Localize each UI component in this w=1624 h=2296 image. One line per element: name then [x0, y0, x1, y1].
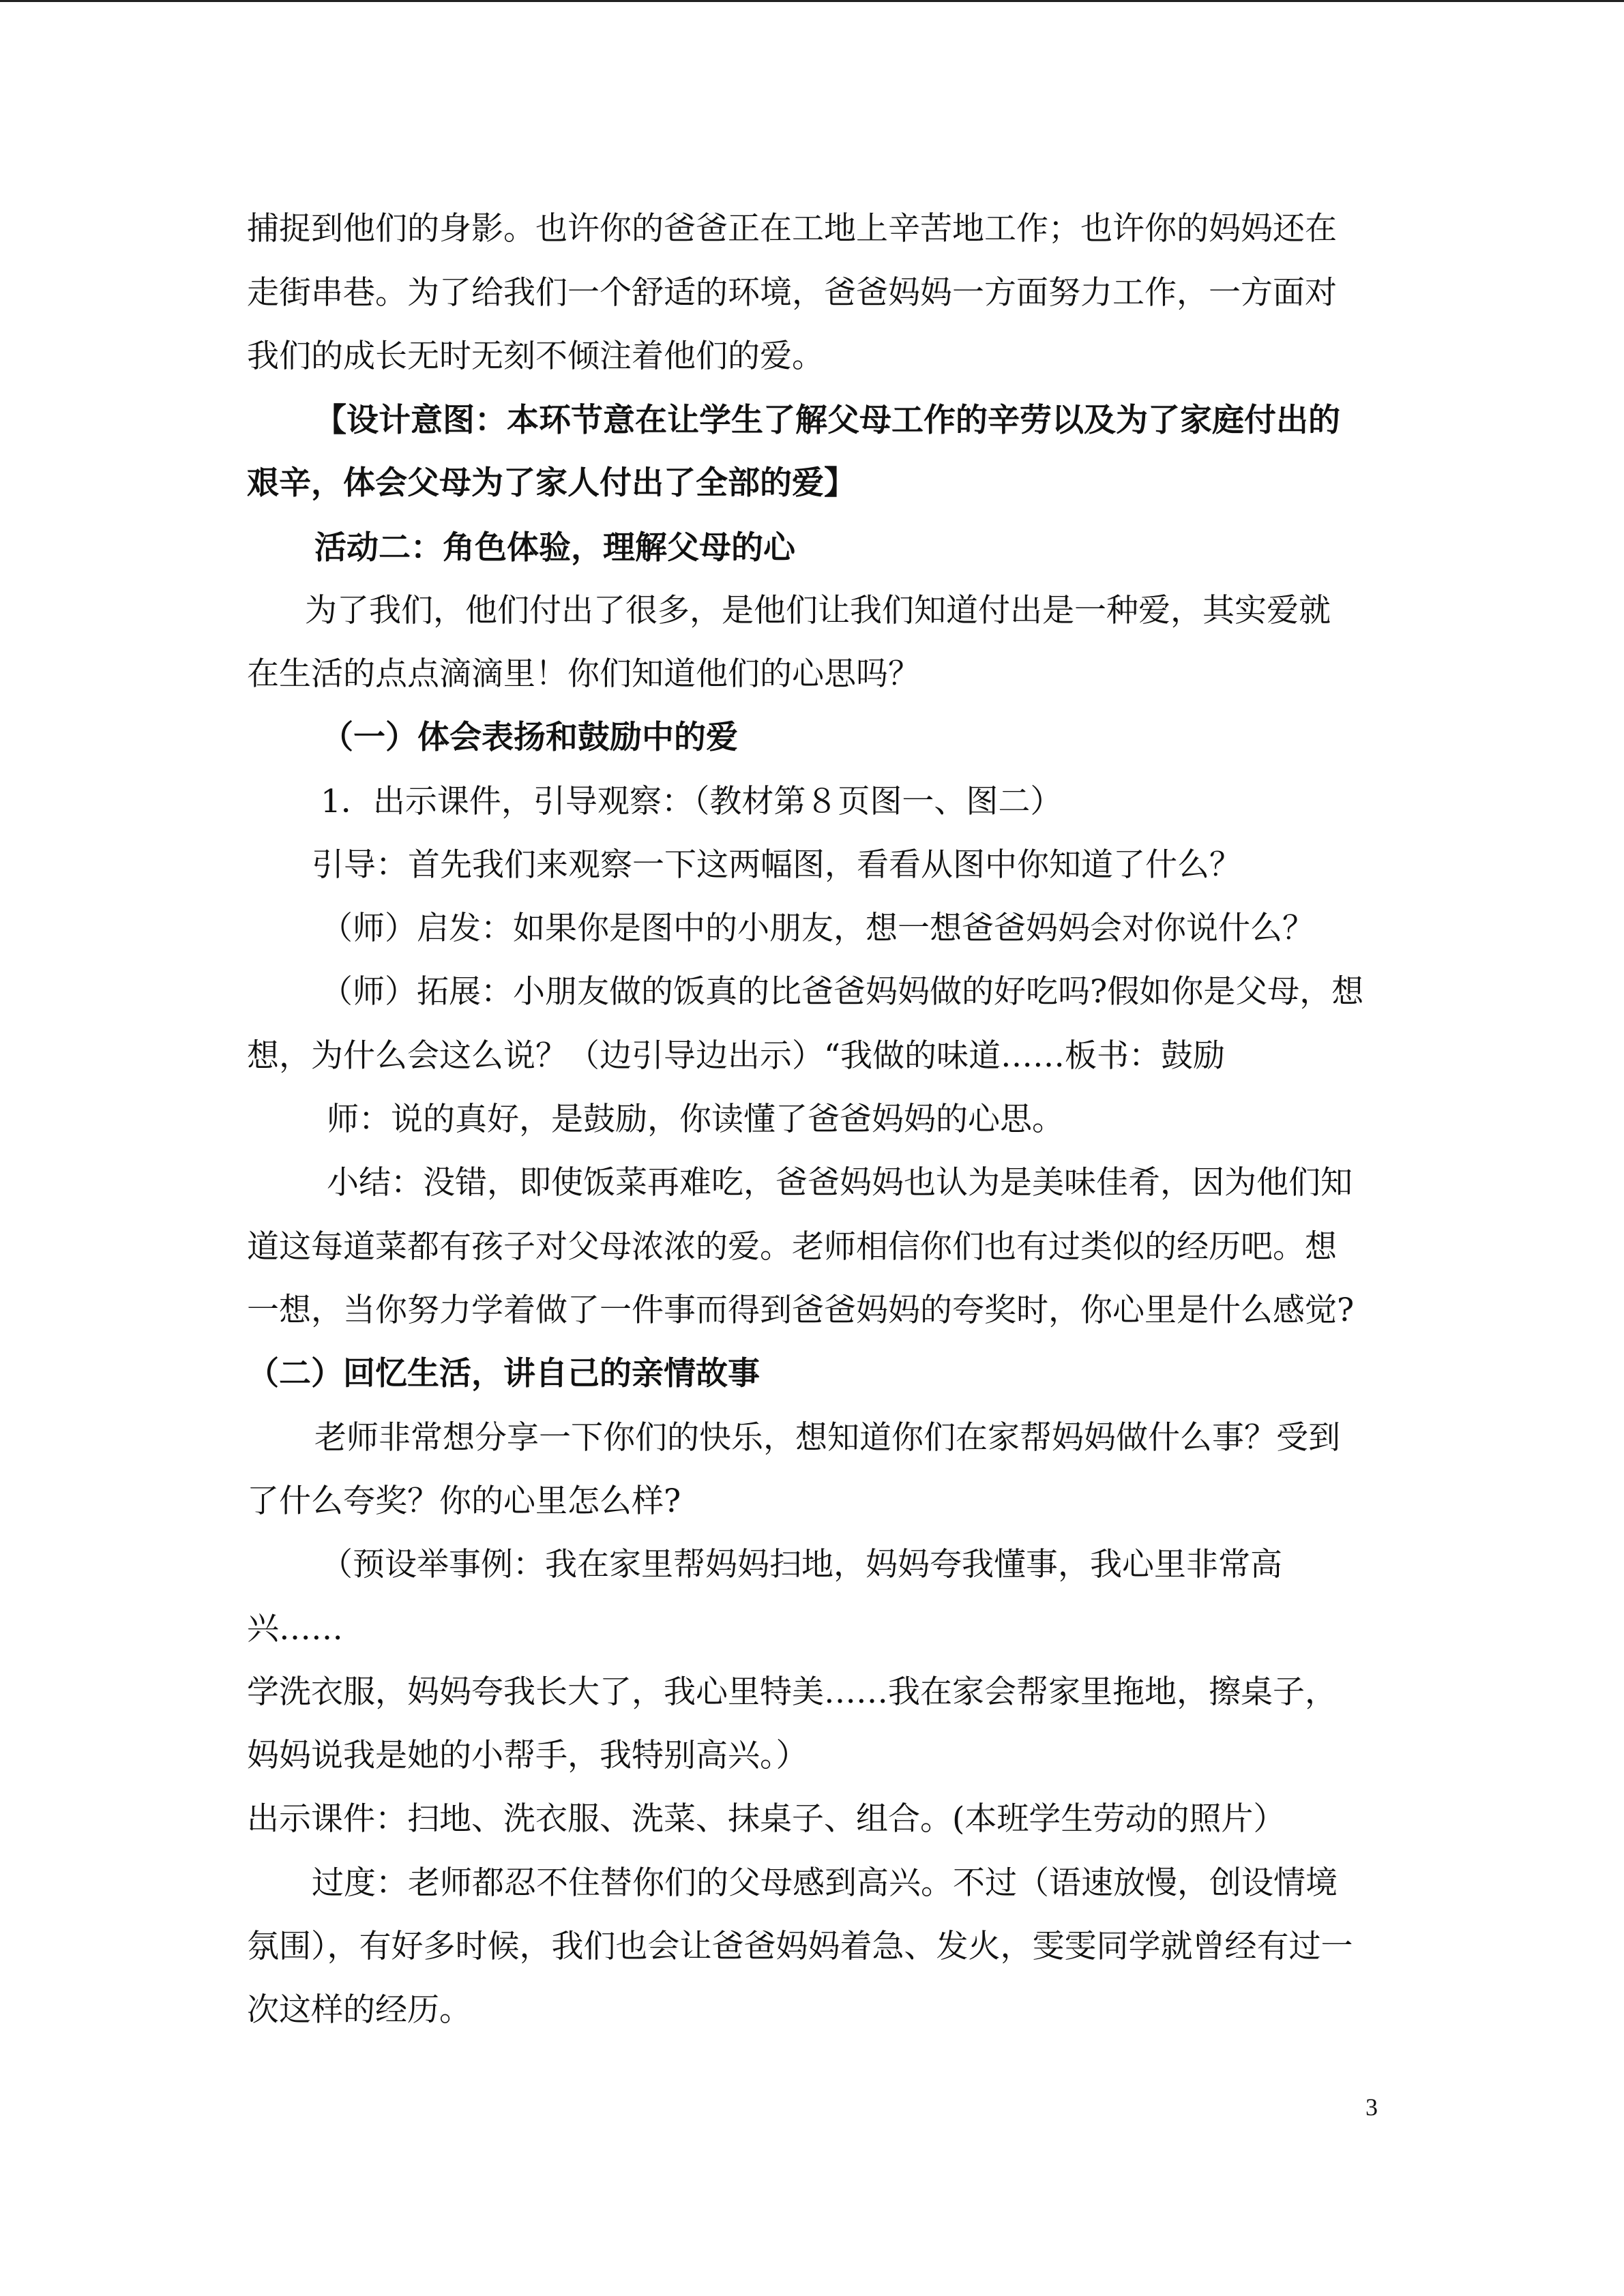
paragraph-line: 次这样的经历。 — [247, 1991, 471, 2029]
paragraph-line: （师）拓展：小朋友做的饭真的比爸爸妈妈做的好吃吗?假如你是父母，想 — [321, 973, 1364, 1011]
section-heading: （二）回忆生活，讲自己的亲情故事 — [247, 1355, 760, 1392]
design-intent-line: 【设计意图：本环节意在让学生了解父母工作的辛劳以及为了家庭付出的 — [314, 402, 1340, 439]
paragraph-line: 老师非常想分享一下你们的快乐，想知道你们在家帮妈妈做什么事？受到 — [314, 1419, 1340, 1457]
paragraph-line: 氛围），有好多时候，我们也会让爸爸妈妈着急、发火，雯雯同学就曾经有过一 — [247, 1928, 1353, 1965]
paragraph-line: 道这每道菜都有孩子对父母浓浓的爱。老师相信你们也有过类似的经历吧。想 — [247, 1228, 1337, 1266]
paragraph-line: 小结：没错，即使饭菜再难吃，爸爸妈妈也认为是美味佳肴，因为他们知 — [327, 1164, 1353, 1202]
paragraph-line: 想，为什么会这么说？（边引导边出示）“我做的味道……板书：鼓励 — [247, 1037, 1226, 1075]
paragraph-line: 妈妈说我是她的小帮手，我特别高兴。） — [247, 1737, 808, 1774]
paragraph-line: （师）启发：如果你是图中的小朋友，想一想爸爸妈妈会对你说什么？ — [321, 910, 1314, 947]
paragraph-line: 我们的成长无时无刻不倾注着他们的爱。 — [247, 338, 824, 375]
section-heading: （一）体会表扬和鼓励中的爱 — [321, 719, 738, 756]
page-number: 3 — [1365, 2093, 1378, 2121]
paragraph-line: 在生活的点点滴滴里！你们知道他们的心思吗？ — [247, 655, 920, 693]
paragraph-line: 一想，当你努力学着做了一件事而得到爸爸妈妈的夸奖时，你心里是什么感觉? — [247, 1292, 1355, 1329]
activity-heading: 活动二：角色体验，理解父母的心 — [314, 529, 795, 567]
paragraph-line: 了什么夸奖？你的心里怎么样? — [247, 1482, 681, 1520]
paragraph-line: 过度：老师都忍不住替你们的父母感到高兴。不过（语速放慢，创设情境 — [312, 1864, 1338, 1902]
paragraph-line: （预设举事例：我在家里帮妈妈扫地，妈妈夸我懂事，我心里非常高 — [321, 1546, 1282, 1583]
design-intent-line: 艰辛，体会父母为了家人付出了全部的爱】 — [247, 464, 856, 502]
paragraph-line: 为了我们，他们付出了很多，是他们让我们知道付出是一种爱，其实爱就 — [305, 592, 1331, 629]
paragraph-line: 师：说的真好，是鼓励，你读懂了爸爸妈妈的心思。 — [327, 1101, 1064, 1138]
page-top-border — [0, 0, 1624, 2]
paragraph-line: 走街串巷。为了给我们一个舒适的环境，爸爸妈妈一方面努力工作，一方面对 — [247, 274, 1337, 312]
paragraph-line: 出示课件：扫地、洗衣服、洗菜、抹桌子、组合。(本班学生劳动的照片） — [247, 1800, 1286, 1838]
paragraph-line: 1．出示课件，引导观察：（教材第８页图一、图二） — [321, 783, 1063, 820]
paragraph-line: 引导：首先我们来观察一下这两幅图，看看从图中你知道了什么？ — [312, 846, 1241, 884]
paragraph-line: 兴…… — [247, 1610, 343, 1648]
paragraph-line: 捕捉到他们的身影。也许你的爸爸正在工地上辛苦地工作；也许你的妈妈还在 — [247, 210, 1337, 248]
paragraph-line: 学洗衣服，妈妈夸我长大了，我心里特美……我在家会帮家里拖地，擦桌子， — [247, 1673, 1337, 1711]
